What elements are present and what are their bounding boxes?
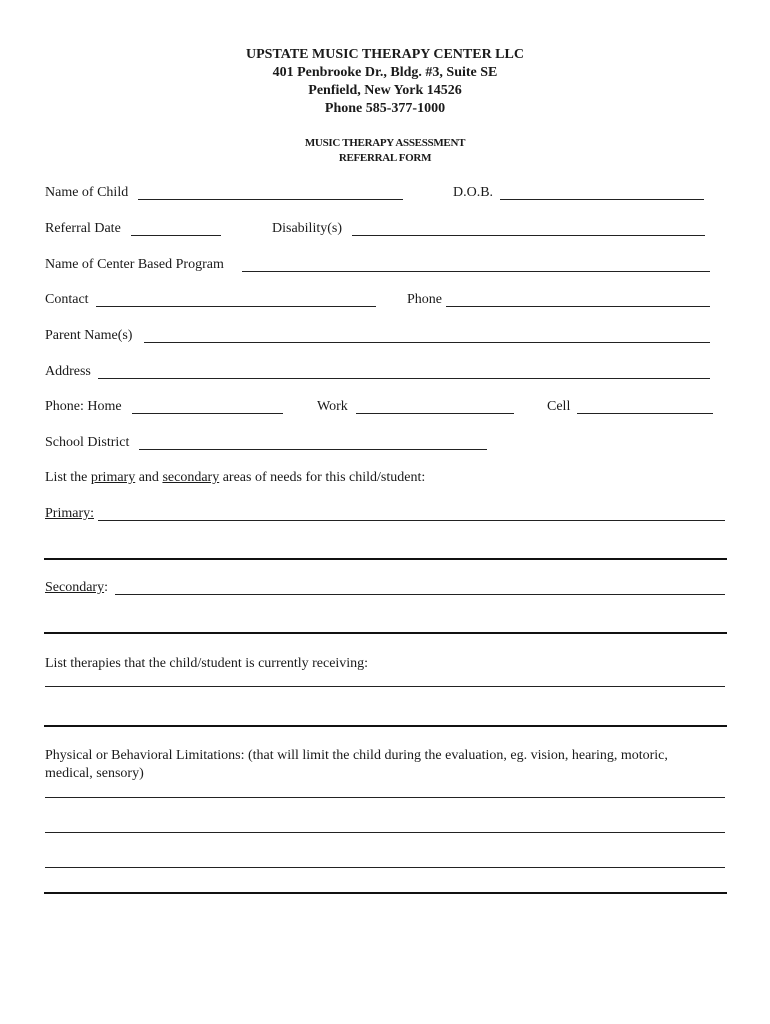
- limitations-prompt-line1: Physical or Behavioral Limitations: (that will limit the child during the evaluation, eg. vision, hearing, motoric,: [45, 748, 668, 763]
- dob-field[interactable]: [500, 199, 704, 200]
- contact-field[interactable]: [96, 306, 376, 307]
- contact-phone-field[interactable]: [446, 306, 710, 307]
- secondary-section-divider: [44, 632, 727, 634]
- org-phone: Phone 585-377-1000: [324, 101, 446, 116]
- therapies-section-divider: [44, 725, 727, 727]
- limitations-section-divider: [44, 892, 727, 894]
- primary-label: Primary:: [45, 506, 94, 521]
- needs-prompt-and: and: [135, 470, 163, 485]
- limitations-prompt-line2: medical, sensory): [45, 766, 144, 781]
- secondary-word: secondary: [162, 470, 220, 485]
- form-title: MUSIC THERAPY ASSESSMENT: [304, 137, 466, 149]
- phone-home-field[interactable]: [132, 413, 283, 414]
- work-label: Work: [317, 399, 348, 414]
- therapies-field[interactable]: [45, 686, 725, 687]
- therapies-prompt: List therapies that the child/student is currently receiving:: [45, 656, 369, 671]
- referral-date-field[interactable]: [131, 235, 221, 236]
- limitations-field-2[interactable]: [45, 832, 725, 833]
- disabilities-label: Disability(s): [272, 221, 342, 236]
- address-line-2: Penfield, New York 14526: [308, 83, 462, 98]
- secondary-colon: :: [104, 580, 108, 595]
- address-line-1: 401 Penbrooke Dr., Bldg. #3, Suite SE: [272, 65, 498, 80]
- parent-names-field[interactable]: [144, 342, 710, 343]
- secondary-label-group: [45, 580, 108, 596]
- needs-prompt-before: List the: [45, 470, 91, 485]
- needs-prompt-after: areas of needs for this child/student:: [219, 470, 426, 485]
- limitations-field-1[interactable]: [45, 797, 725, 798]
- limitations-field-3[interactable]: [45, 867, 725, 868]
- center-program-label: Name of Center Based Program: [45, 257, 224, 272]
- secondary-field[interactable]: [115, 594, 725, 595]
- work-field[interactable]: [356, 413, 514, 414]
- address-label: Address: [45, 364, 91, 379]
- primary-word: primary: [90, 470, 136, 485]
- name-of-child-label: Name of Child: [45, 185, 129, 200]
- contact-label: Contact: [45, 292, 89, 307]
- school-district-label: School District: [45, 435, 130, 450]
- needs-prompt: [45, 470, 425, 486]
- center-program-field[interactable]: [242, 271, 710, 272]
- address-field[interactable]: [98, 378, 710, 379]
- contact-phone-label: Phone: [407, 292, 442, 307]
- cell-label: Cell: [547, 399, 571, 414]
- phone-home-label: Phone: Home: [45, 399, 122, 414]
- form-subtitle: REFERRAL FORM: [338, 152, 432, 164]
- cell-field[interactable]: [577, 413, 713, 414]
- secondary-label: Secondary: [45, 580, 105, 595]
- referral-date-label: Referral Date: [45, 221, 121, 236]
- dob-label: D.O.B.: [453, 185, 494, 200]
- school-district-field[interactable]: [139, 449, 487, 450]
- primary-section-divider: [44, 558, 727, 560]
- org-name: UPSTATE MUSIC THERAPY CENTER LLC: [246, 47, 524, 62]
- parent-names-label: Parent Name(s): [45, 328, 133, 343]
- primary-field[interactable]: [98, 520, 725, 521]
- name-of-child-field[interactable]: [138, 199, 403, 200]
- disabilities-field[interactable]: [352, 235, 705, 236]
